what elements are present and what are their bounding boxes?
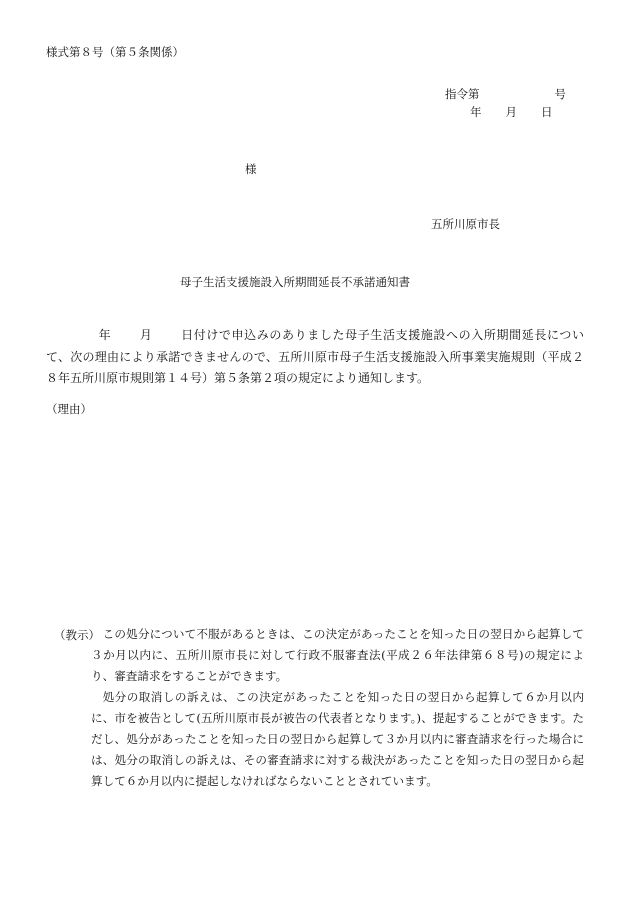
- form-number: 様式第８号（第５条関係）: [46, 45, 184, 59]
- sender-name: 五所川原市長: [431, 217, 500, 231]
- date-year: 年: [470, 105, 482, 119]
- instruction-paragraph-1: この処分について不服があるときは、この決定があったことを知った日の翌日から起算して３か月以内に、五所川原市長に対して行政不服審査法(平成２６年法律第６８号)の規定により、審査請求をすることができます。: [91, 627, 584, 683]
- body-paragraph: [46, 325, 584, 390]
- date-day: 日: [541, 105, 553, 119]
- body-month: 月: [139, 328, 153, 342]
- directive-number: [445, 86, 566, 102]
- instruction-paragraph-2: 処分の取消しの訴えは、この決定があったことを知った日の翌日から起算して６か月以内に、市を被告として(五所川原市長が被告の代表者となります。)、提起することができます。ただし、処分があったことを知った日の翌日から起算して３か月以内に審査請求を行った場合には、処分の取消しの訴えは、その審査請求に対する裁決があったことを知った日の翌日から起算して６か月以内に提起しなければならないこととされています。: [91, 690, 584, 788]
- date-month: 月: [505, 105, 517, 119]
- instruction-body: [91, 624, 584, 792]
- addressee-honorific: 様: [245, 162, 257, 176]
- instruction-label: （教示）: [54, 628, 100, 642]
- directive-prefix: 指令第: [445, 87, 480, 101]
- body-year: 年: [98, 328, 112, 342]
- directive-suffix: 号: [554, 87, 566, 101]
- body-text: 日付けで申込みのありました母子生活支援施設への入所期間延長について、次の理由により承諾できませんので、五所川原市母子生活支援施設入所事業実施規則（平成２８年五所川原市規則第１４号）第５条第２項の規定により通知します。: [46, 328, 584, 385]
- document-title: 母子生活支援施設入所期間延長不承諾通知書: [180, 275, 410, 289]
- issue-date: [470, 104, 553, 120]
- reason-label: （理由）: [46, 402, 92, 416]
